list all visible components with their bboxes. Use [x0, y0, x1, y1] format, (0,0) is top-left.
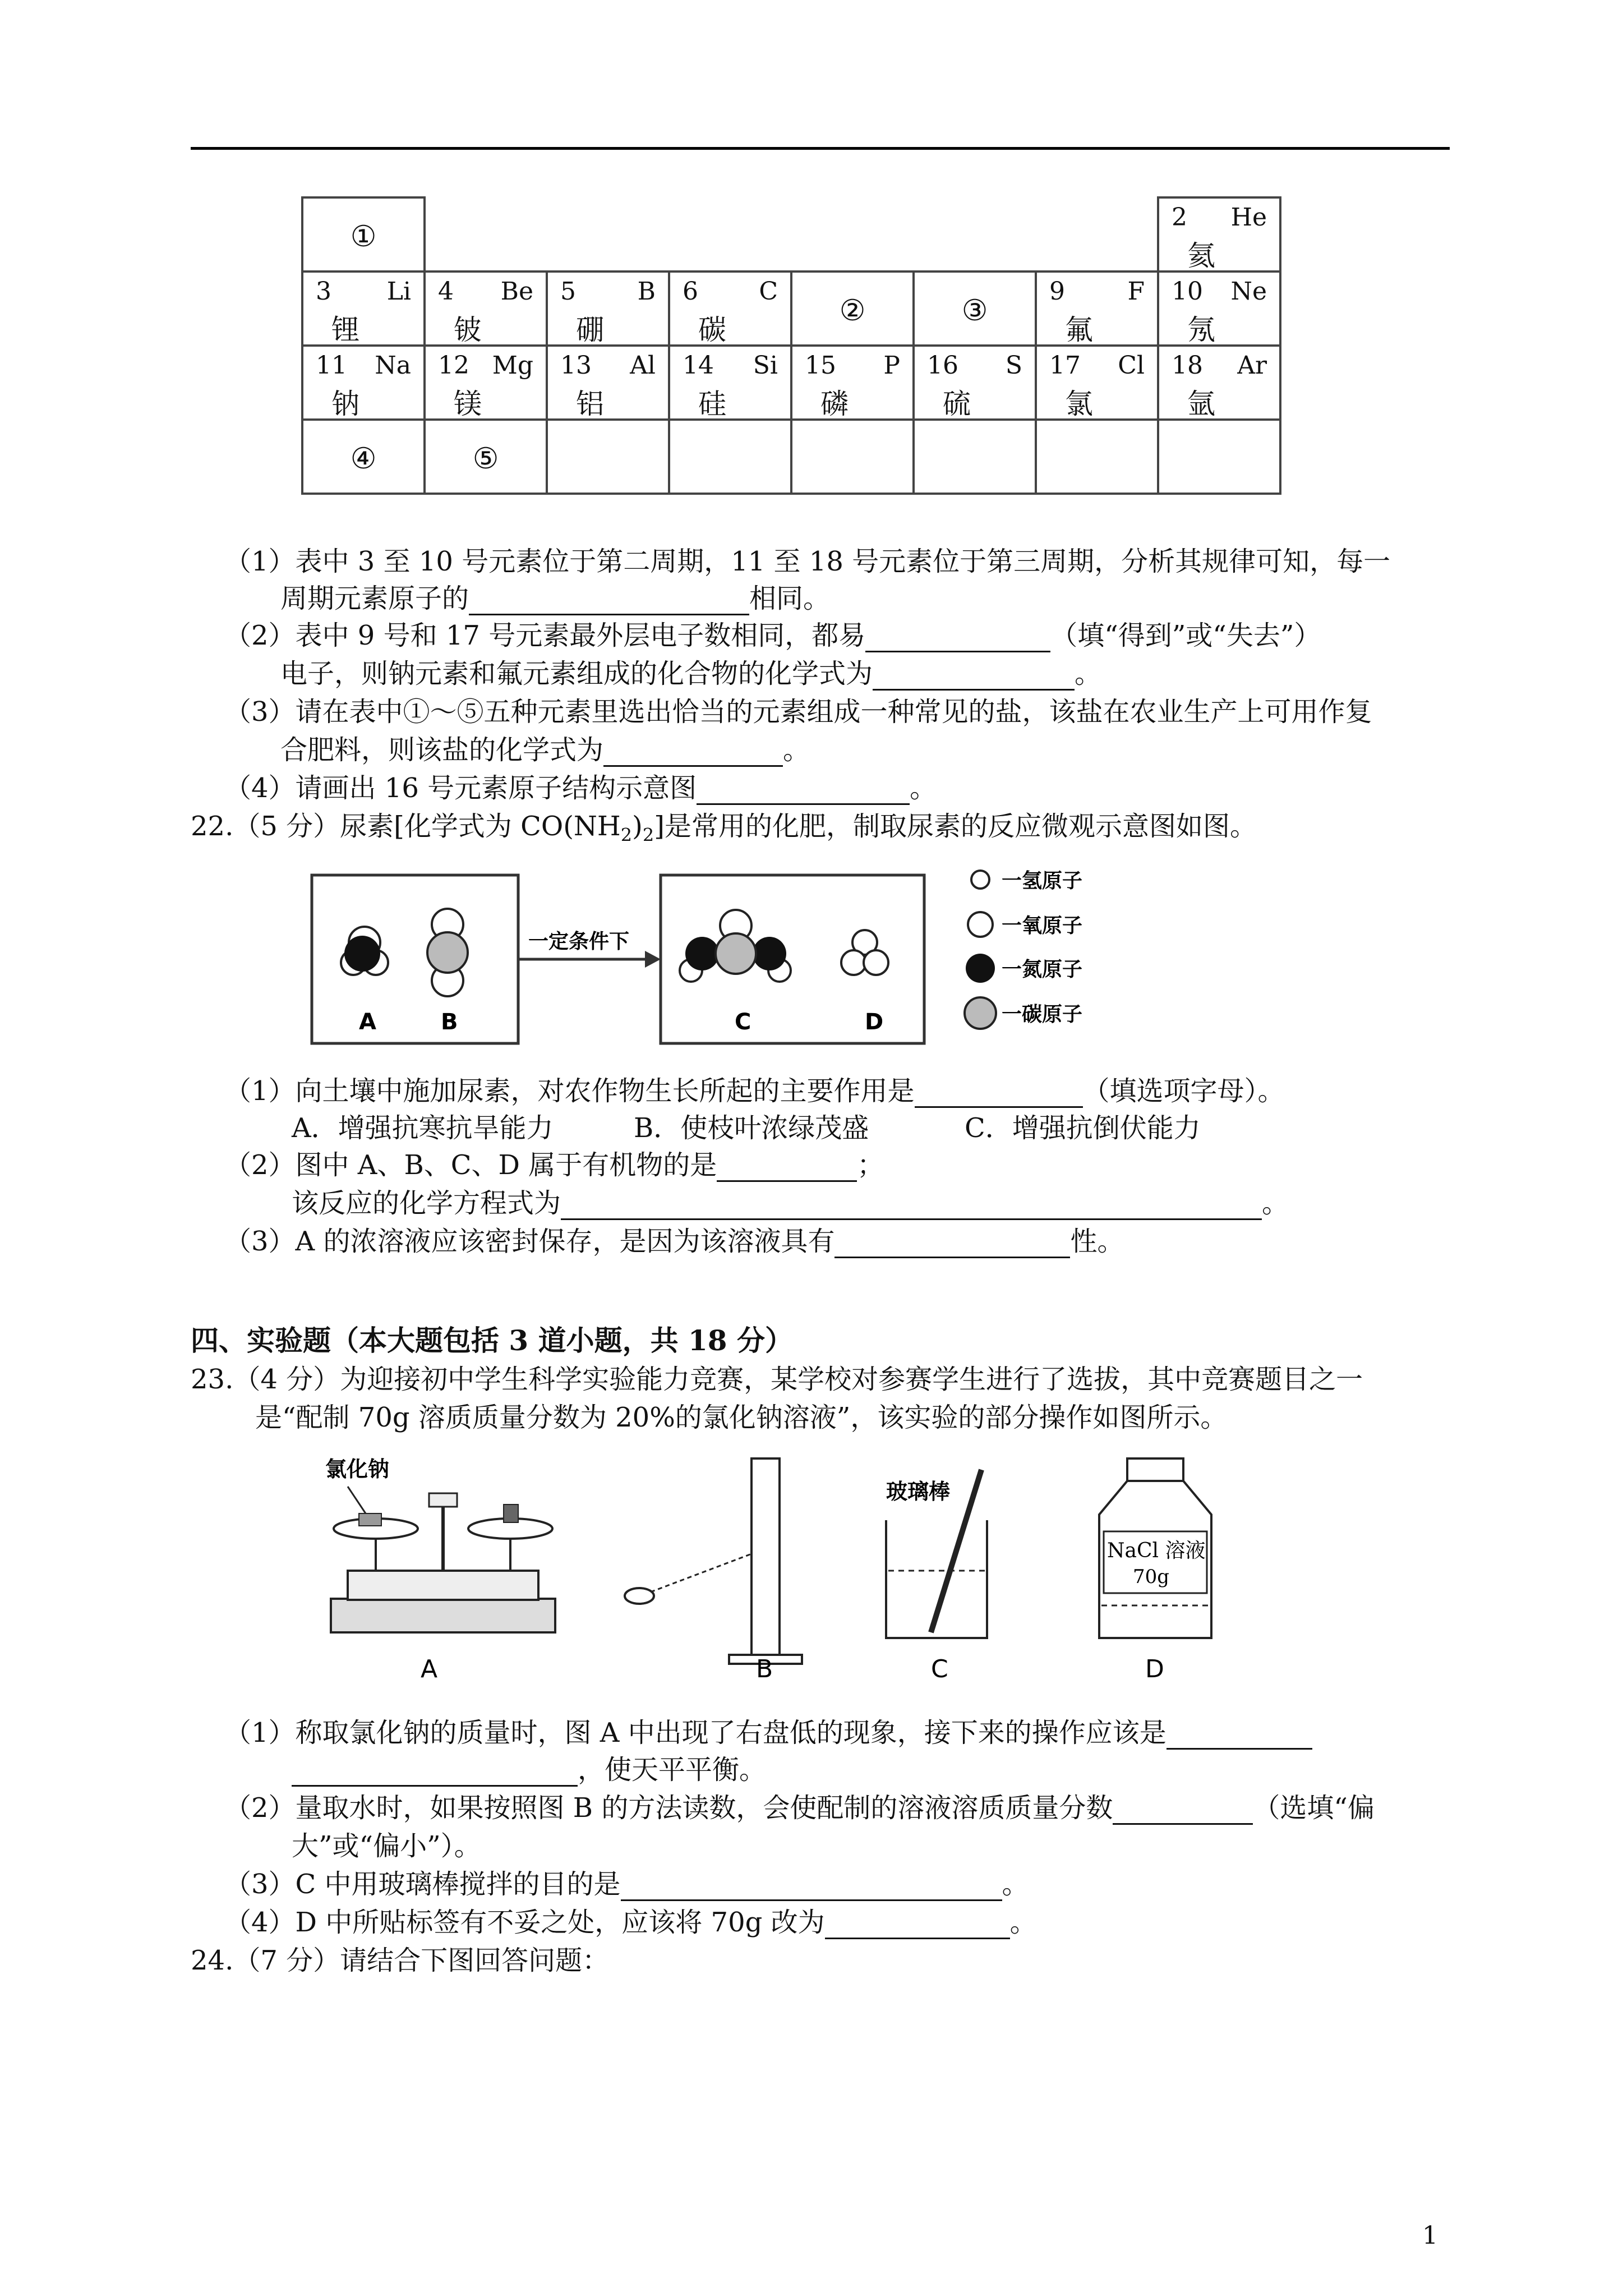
element-symbol: He [1230, 203, 1267, 232]
element-symbol: P [883, 351, 900, 380]
blank-mark-4: ④ [350, 442, 377, 476]
q23-4-text: （4）D 中所贴标签有不妥之处，应该将 70g 改为 。 [224, 1907, 1037, 1938]
legend-nitrogen: 一氮原子 [1002, 958, 1083, 981]
q23-3-text: （3）C 中用玻璃棒搅拌的目的是 。 [224, 1869, 1029, 1900]
q22-option-a: A．增强抗寒抗旱能力 [292, 1112, 554, 1144]
section-heading: 四、实验题（本大题包括 3 道小题，共 18 分） [191, 1324, 793, 1357]
element-name: 镁 [454, 388, 482, 420]
q23-heading-b: 是“配制 70g 溶质质量分数为 20%的氯化钠溶液”，该实验的部分操作如图所示。 [255, 1402, 1228, 1433]
q23-1-text-b: ，使天平平衡。 [292, 1748, 766, 1787]
q22-1-text: （1）向土壤中施加尿素，对农作物生长所起的主要作用是 （填选项字母）。 [224, 1075, 1285, 1107]
element-name: 钠 [331, 388, 359, 420]
q21-3-text-a: （3）请在表中①～⑤五种元素里选出恰当的元素组成一种常见的盐，该盐在农业生产上可用作复 [224, 696, 1372, 728]
fig-label-b: B [756, 1655, 773, 1683]
q21-1-text-b: 周期元素原子的 相同。 [280, 583, 831, 614]
element-symbol: Al [630, 351, 656, 380]
element-name: 硅 [698, 388, 726, 420]
element-symbol: F [1127, 277, 1145, 306]
element-name: 铝 [576, 388, 604, 420]
blank-mark-5: ⑤ [472, 442, 499, 476]
element-number: 9 [1049, 277, 1065, 306]
q21-1-text-a: （1）表中 3 至 10 号元素位于第二周期，11 至 18 号元素位于第三周期，分析其规律可知，每一 [224, 546, 1391, 577]
element-number: 3 [316, 277, 331, 306]
element-name: 氟 [1065, 314, 1093, 346]
element-name: 硼 [576, 314, 604, 346]
element-name: 磷 [820, 388, 849, 420]
element-number: 17 [1049, 351, 1081, 380]
element-number: 6 [683, 277, 698, 306]
q22-2-text-b: 该反应的化学方程式为 。 [292, 1188, 1289, 1219]
blank-mark: ② [839, 294, 866, 328]
element-symbol: Si [753, 351, 778, 380]
q23-2-text-a: （2）量取水时，如果按照图 B 的方法读数，会使配制的溶液溶质质量分数 （选填“偏 [224, 1792, 1375, 1824]
label-d: D [865, 1009, 884, 1035]
element-number: 13 [560, 351, 592, 380]
element-symbol: Li [386, 277, 411, 306]
element-symbol: Ne [1230, 277, 1267, 306]
element-number: 11 [316, 351, 347, 380]
element-symbol: Mg [492, 351, 533, 380]
element-symbol: B [637, 277, 656, 306]
fig-label-c: C [931, 1655, 948, 1683]
label-b: B [441, 1009, 458, 1035]
element-name: 氦 [1187, 240, 1215, 272]
element-number: 15 [805, 351, 836, 380]
element-number: 5 [560, 277, 576, 306]
element-name: 氯 [1065, 388, 1093, 420]
legend-oxygen: 一氧原子 [1002, 914, 1083, 937]
label-c: C [735, 1009, 751, 1035]
q22-3-text: （3）A 的浓溶液应该密封保存，是因为该溶液具有 性。 [224, 1226, 1124, 1257]
q23-1-text-a: （1）称取氯化钠的质量时，图 A 中出现了右盘低的现象，接下来的操作应该是 [224, 1711, 1312, 1750]
header-rule [191, 147, 1450, 150]
fig-rod-label: 玻璃棒 [886, 1479, 951, 1504]
label-a: A [359, 1009, 376, 1035]
legend-carbon: 一碳原子 [1002, 1003, 1083, 1026]
q21-2-text-b: 电子，则钠元素和氟元素组成的化合物的化学式为 。 [280, 658, 1102, 689]
q21-4-text: （4）请画出 16 号元素原子结构示意图 。 [224, 772, 937, 804]
q22-2-text-a: （2）图中 A、B、C、D 属于有机物的是 ； [224, 1149, 884, 1181]
element-number: 4 [438, 277, 454, 306]
legend-hydrogen: 一氢原子 [1002, 869, 1083, 892]
fig-label-a: A [421, 1655, 438, 1683]
element-symbol: Be [500, 277, 533, 306]
element-symbol: Cl [1118, 351, 1145, 380]
periodic-table [301, 196, 1281, 495]
page-number: 1 [1422, 2221, 1438, 2250]
arrow-label: 一定条件下 [528, 930, 630, 953]
fig-bottle-label-1: NaCl 溶液 [1107, 1539, 1206, 1562]
q22-option-c: C．增强抗倒伏能力 [965, 1112, 1201, 1144]
element-number: 2 [1172, 203, 1187, 232]
element-symbol: Na [375, 351, 411, 380]
q22-option-b: B．使枝叶浓绿茂盛 [634, 1112, 869, 1144]
q24-heading: 24.（7 分）请结合下图回答问题： [191, 1945, 610, 1976]
element-number: 16 [927, 351, 958, 380]
q23-2-text-b: 大”或“偏小”）。 [292, 1830, 481, 1862]
element-name: 碳 [698, 314, 726, 346]
element-symbol: C [759, 277, 778, 306]
element-name: 铍 [454, 314, 482, 346]
q22-heading: 22.（5 分）尿素[化学式为 $CO(NH_2)_2$]是常用的化肥，制取尿素的反应微观示意图如图。 [191, 811, 1257, 846]
element-name: 锂 [331, 314, 359, 346]
fig-label-d: D [1145, 1655, 1164, 1683]
q21-3-text-b: 合肥料，则该盐的化学式为 。 [280, 734, 810, 766]
element-number: 12 [438, 351, 469, 380]
blank-mark: ③ [961, 294, 988, 328]
q23-heading-a: 23.（4 分）为迎接初中学生科学实验能力竞赛，某学校对参赛学生进行了选拔，其中竞赛题目之一 [191, 1364, 1363, 1395]
element-symbol: S [1005, 351, 1022, 380]
element-symbol: Ar [1237, 351, 1267, 380]
solution-prep-diagram [325, 1453, 1335, 1688]
element-number: 14 [683, 351, 714, 380]
element-number: 10 [1172, 277, 1203, 306]
element-number: 18 [1172, 351, 1203, 380]
element-name: 硫 [943, 388, 971, 420]
element-name: 氩 [1187, 388, 1215, 420]
fig-bottle-label-2: 70g [1133, 1566, 1170, 1588]
fig-nacl-label: 氯化钠 [325, 1457, 390, 1481]
element-name: 氖 [1187, 314, 1215, 346]
blank-mark-1: ① [350, 220, 377, 254]
urea-reaction-diagram [308, 864, 1206, 1055]
q21-2-text-a: （2）表中 9 号和 17 号元素最外层电子数相同，都易 （填“得到”或“失去”） [224, 620, 1321, 651]
